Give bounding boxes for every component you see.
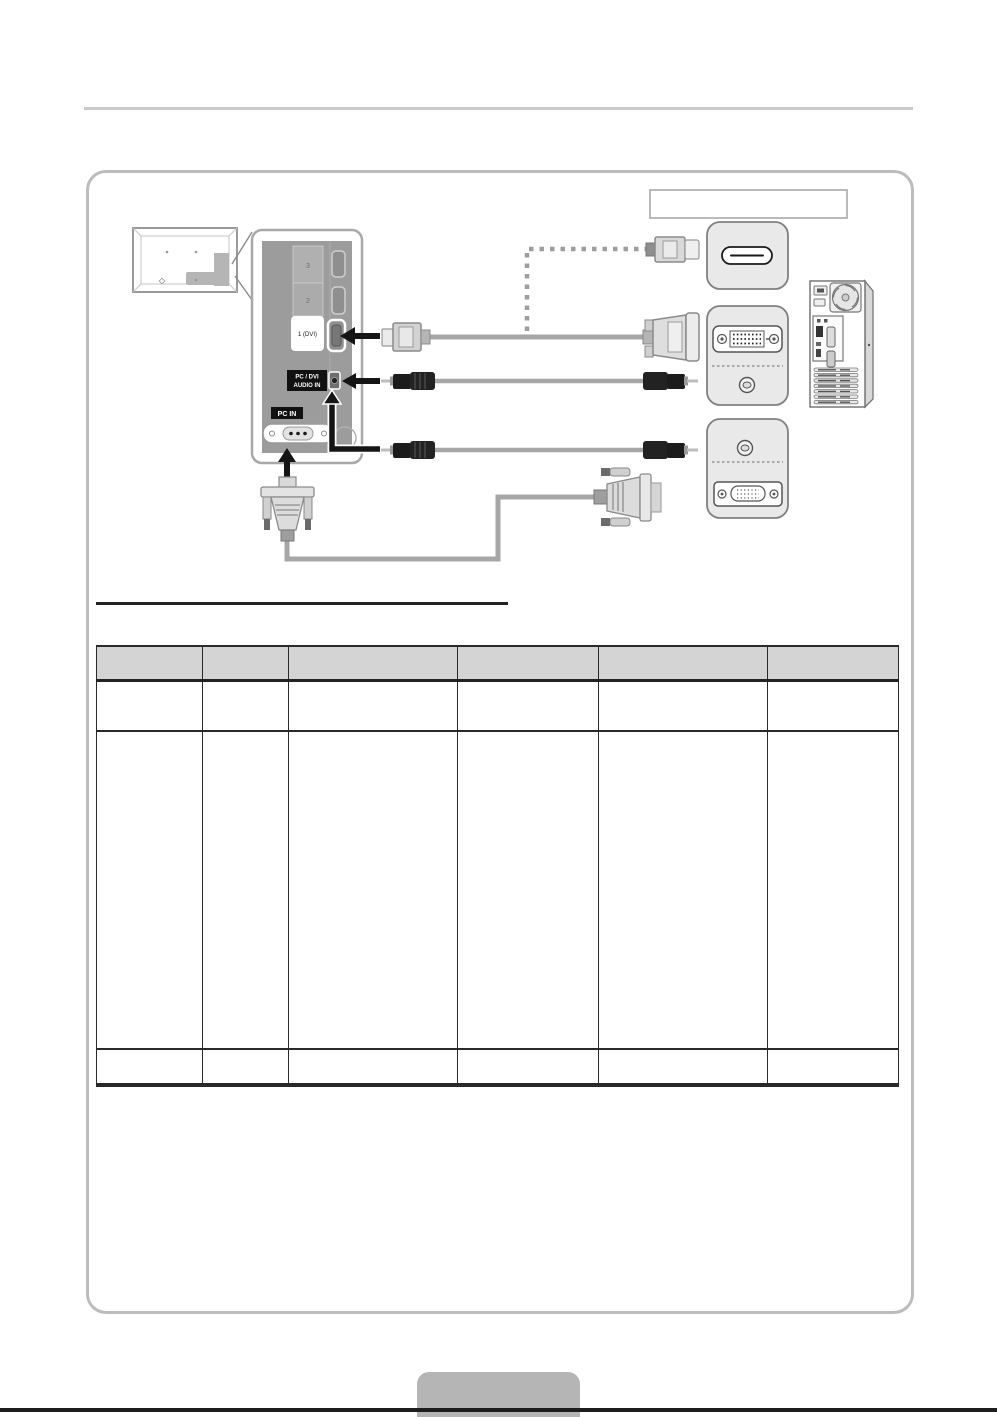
table-cell: [289, 1084, 458, 1086]
table-cell: [289, 731, 458, 1049]
table-cell: [458, 1084, 599, 1086]
table-cell: [203, 680, 289, 731]
table-cell: [289, 1049, 458, 1084]
table-cell: [458, 1049, 599, 1084]
bottom-edge-bar: [0, 1408, 997, 1412]
vga-connector-right: [594, 468, 661, 526]
table-cell: [97, 1049, 203, 1084]
table-cell: [768, 1084, 899, 1086]
hdmi-dvi-cable: [382, 313, 699, 361]
hdmi-port-2-label: 2: [306, 298, 310, 305]
display-modes-table: [96, 645, 899, 1087]
table-header-row: [97, 646, 899, 680]
table-cell: [203, 731, 289, 1049]
audio-cable-lower: [381, 441, 698, 459]
table-cell: [599, 1084, 768, 1086]
audio-in-label-line2: AUDIO IN: [293, 383, 321, 389]
table-row: [97, 680, 899, 731]
hdmi-plug-connector: [382, 323, 430, 351]
tv-rear-illustration: [133, 228, 252, 300]
table-header-cell: [203, 646, 289, 680]
tv-ports-panel: [252, 230, 362, 463]
table-header-cell: [97, 646, 203, 680]
table-cell: [203, 1084, 289, 1086]
table-header-cell: [289, 646, 458, 680]
table-cell: [97, 1084, 203, 1086]
pc-dvi-panel: [707, 306, 788, 405]
table-header-cell: [599, 646, 768, 680]
vga-connector-left: [261, 477, 314, 541]
dvi-plug-connector: [643, 313, 699, 361]
hdmi-plug-connector-top: [646, 237, 699, 262]
audio-cable-upper: [381, 372, 698, 390]
table-cell: [97, 731, 203, 1049]
table-cell: [97, 680, 203, 731]
table-cell: [768, 1049, 899, 1084]
hdmi-socket-3-icon: [332, 251, 345, 277]
pc-hdmi-panel: [707, 222, 788, 289]
table-header-cell: [768, 646, 899, 680]
table-cell: [599, 731, 768, 1049]
audio-in-label-line1: PC / DVI: [295, 374, 319, 381]
table-cell: [599, 680, 768, 731]
pc-vga-panel: [707, 419, 788, 518]
table-row: [97, 731, 899, 1049]
hdmi-port-1-label: 1 (DVI): [297, 332, 318, 338]
table-cell: [768, 680, 899, 731]
section-heading-underline: [96, 602, 508, 605]
pc-connection-diagram: [0, 0, 997, 600]
hdmi-socket-2-icon: [332, 287, 345, 314]
vga-cable: [261, 468, 661, 559]
table-cell: [768, 731, 899, 1049]
table-row: [97, 1084, 899, 1086]
pc-tower-illustration: [810, 281, 873, 407]
table-cell: [203, 1049, 289, 1084]
table-row: [97, 1049, 899, 1084]
table-cell: [458, 680, 599, 731]
table-cell: [599, 1049, 768, 1084]
table-cell: [458, 731, 599, 1049]
pc-in-label: PC IN: [277, 411, 297, 418]
hdmi-port-3-label: 3: [306, 263, 310, 270]
table-cell: [289, 680, 458, 731]
expansion-slots: [814, 368, 858, 404]
table-header-cell: [458, 646, 599, 680]
